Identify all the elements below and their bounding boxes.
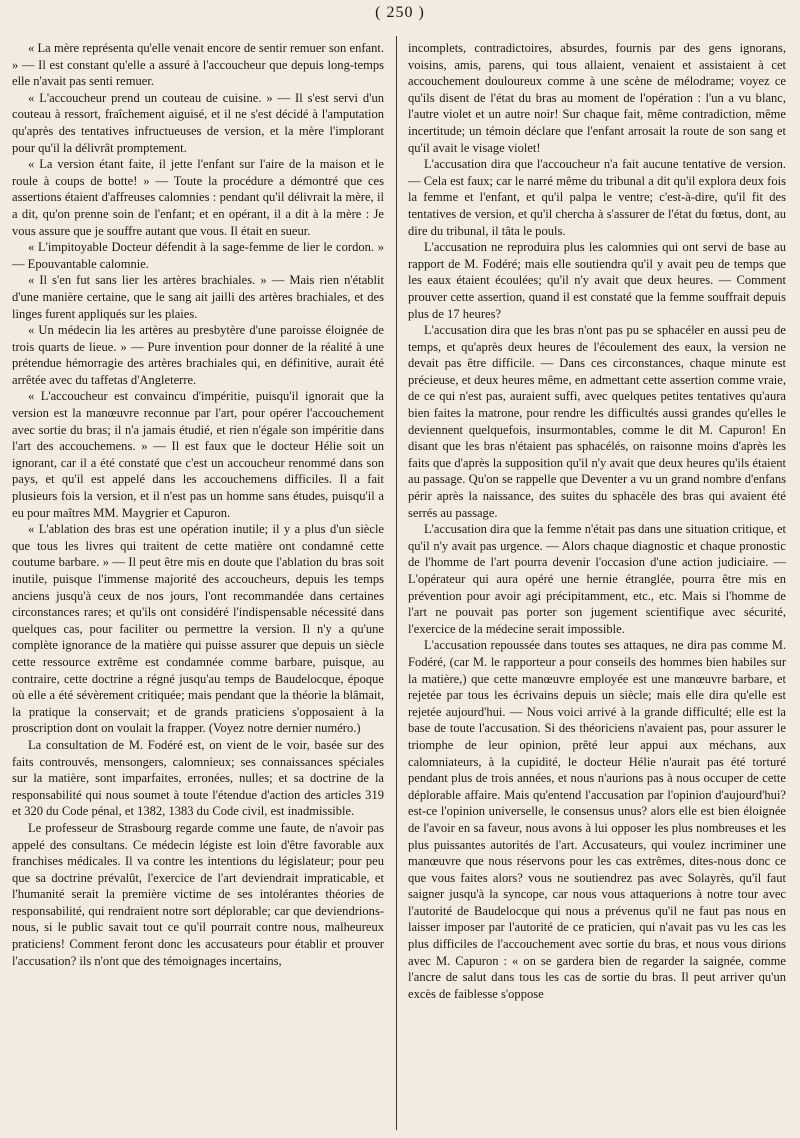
- paragraph: « Il s'en fut sans lier les artères brachiales. » — Mais rien n'établit d'une manière certaine, que le sang ait jailli des artères brachiales, et des linges furent appliqués sur les plaies.: [12, 273, 384, 321]
- paragraph: « La version étant faite, il jette l'enfant sur l'aire de la maison et le roule à coups de botte! » — Toute la procédure a démontré que ces assertions étaient d'affreuses calomnies : pendant qu'il délivrait la mère, il a dit, qu'on prenne soin de l'enfant; et en opérant, il a dit à la mère : Je vous assure que je souffre autant que vous. Il était en sueur.: [12, 157, 384, 238]
- paragraph: Le professeur de Strasbourg regarde comme une faute, de n'avoir pas appelé des consultans. Ce médecin légiste est loin d'être favorable aux franchises médicales. Il va contre les intentions du législateur; pour peu que sa doctrine prévalût, l'exercice de l'art deviendrait impraticable, et l'humanité serait la première victime de ses intolérantes théories de responsabilité, qui rendraient notre sort déplorable; car que deviendrions-nous, si le public savait tout ce qu'il pourrait contre nous, malheureux praticiens! Comment feront donc les accusateurs pour établir et prouver l'accusation? ils n'ont que des témoignages incertains,: [12, 820, 384, 968]
- paragraph: « L'accoucheur est convaincu d'impéritie, puisqu'il ignorait que la version est la manœuvre reconnue par l'art, pour opérer l'accouchement avec sortie du bras; il n'a jamais étudié, et rien n'égale son impéritie dans l'art des accouchemens. » — Il est faux que le docteur Hélie soit un ignorant, car il a été constaté que c'est un accoucheur renommé dans son pays, et qu'il est appelé dans les accouchemens difficiles. Il a fait plusieurs fois la version, et il n'est pas un homme sans études, puisqu'il a eu pour maîtres MM. Maygrier et Capuron.: [12, 389, 384, 520]
- page-number: ( 250 ): [375, 4, 425, 21]
- paragraph: L'accusation dira que les bras n'ont pas pu se sphacéler en aussi peu de temps, et qu'après deux heures de l'écoulement des eaux, la version ne devait pas être difficile. — Dans ces circonstances, chaque minute est précieuse, et deux heures même, en admettant cette assertion comme vraie, de ce qui n'est pas, auraient suffi, avec quelques petites tentatives qu'aura bien faites la matrone, pour rendre les difficultés aussi grandes qu'elles le deviennent quelquefois, insurmontables, comme le dit M. Capuron! En disant que les bras n'étaient pas sphacélés, on raisonne moins d'après les faits que d'après la supposition qu'il n'y avait que deux heures qu'ils étaient au passage. Qu'on se rappelle que Deventer a vu un grand nombre d'enfans périr après la naissance, des suites du sphacèle des bras qui avaient été serrés au passage.: [408, 323, 786, 520]
- paragraph: incomplets, contradictoires, absurdes, fournis par des gens ignorans, voisins, amis, parens, qui tous allaient, venaient et assistaient à cet accouchement douloureux comme à une scène de mélodrame; voyez ce qu'ils disent de l'état du bras au moment de l'opération : l'un a vu blanc, l'autre violet et un autre noir! Sur chaque fait, même contradiction, même incertitude; un témoin déclare que l'enfant arrosait la route de son sang et qu'il avait le visage violet!: [408, 41, 786, 155]
- paragraph: L'accusation dira que l'accoucheur n'a fait aucune tentative de version. — Cela est faux; car le narré même du tribunal a dit qu'il explora deux fois la femme et l'enfant, et qu'il palpa le ventre; c'est-à-dire, qu'il fit des tentatives de version, et qu'il chercha à s'assurer de l'état du fœtus, dont, au dire du tribunal, il tâta le pouls.: [408, 157, 786, 238]
- column-divider: [396, 36, 397, 1130]
- paragraph: « L'accoucheur prend un couteau de cuisine. » — Il s'est servi d'un couteau à ressort, fraîchement aiguisé, et il ne s'est décidé à l'amputation qu'après des tentatives infructueuses de version, et la mère l'implorant pour qu'il la délivrât promptement.: [12, 90, 384, 155]
- left-column: [12, 40, 384, 969]
- paragraph: L'accusation ne reproduira plus les calomnies qui ont servi de base au rapport de M. Fodéré; mais elle soutiendra qu'il y avait peu de temps que les eaux étaient écoulées; qu'il n'y avait que deux heures. — Comment prouver cette assertion, quand il est constaté que la femme souffrait depuis plus de 17 heures?: [408, 240, 786, 321]
- paragraph: « La mère représenta qu'elle venait encore de sentir remuer son enfant. » — Il est constant qu'elle a assuré à l'accoucheur que depuis long-temps elle n'avait pas senti remuer.: [12, 41, 384, 89]
- paragraph: L'accusation dira que la femme n'était pas dans une situation critique, et qu'il n'y avait pas urgence. — Alors chaque diagnostic et chaque pronostic de l'homme de l'art pourra devenir l'occasion d'une action judiciaire. — L'opérateur qui aura opéré une hernie étranglée, pourra être mis en prévention pour avoir agi précipitamment, etc., etc. Mais si l'homme de l'art ne pouvait pas porter son jugement scientifique avec sécurité, l'exercice de la médecine serait impossible.: [408, 522, 786, 636]
- paragraph: « L'ablation des bras est une opération inutile; il y a plus d'un siècle que tous les livres qui traitent de cette matière ont condamné cette coutume barbare. » — Il peut être mis en doute que l'ablation du bras soit inutile, puisque l'immense majorité des accoucheurs, depuis les temps anciens jusqu'à ceux de nos jours, l'ont recommandée dans certaines circonstances rares; et qu'ils ont considéré l'indispensable nécessité dans quelques cas, pour faciliter ou permettre la version. Il n'y a qu'une complète ignorance de la matière qui puisse assurer que depuis un siècle cette ressource extrême est condamnée comme barbare, puisque, au contraire, cette doctrine a régné jusqu'au temps de Baudelocque, époque où elle a été sévèrement critiquée; mais pendant que la théorie la blâmait, la pratique la conservait; et de grands praticiens s'opposaient à la proscription dont on voulait la frapper. (Voyez notre dernier numéro.): [12, 522, 384, 736]
- paragraph: L'accusation repoussée dans toutes ses attaques, ne dira pas comme M. Fodéré, (car M. le rapporteur a pour conseils des hommes bien habiles sur la matière,) que cette manœuvre employée est une manœuvre barbare, et rejetée par tous les écrivains depuis un siècle; mais elle dira qu'elle est rejetée aujourd'hui. — Nous voici arrivé à la grande difficulté; elle est la base de toute l'accusation. Si des théoriciens n'avaient pas, pour assurer le triomphe de leur opinion, prêté leur appui aux méchans, aux calomniateurs, à la cupidité, le docteur Hélie n'aurait pas été torturé pendant plus de trois années, et nous n'aurions pas à nous occuper de cette déplorable affaire. Mais qu'entend l'accusation par l'opinion d'aujourd'hui? est-ce l'opinion universelle, le consensus unus? alors elle est bien éloignée de l'avoir en sa faveur, nous avons à lui opposer les plus nombreuses et les plus puissantes autorités de l'art. Accusateurs, qui voulez incriminer une manœuvre que nous réservons pour les cas extrêmes, dites-nous donc ce que vous faites alors? vous ne soutiendrez pas avec Solayrès, qu'il faut saigner jusqu'à la syncope, car nous vous attaquerions à notre tour avec l'autorité de Baudelocque qui nous a prévenus qu'il ne faut pas nous en laisser imposer par l'autorité de ce praticien, qui n'avait pas vu les cas les plus difficiles de l'accouchement avec sortie du bras, et nous vous dirions avec M. Capuron : « on se gardera bien de regarder la saignée, comme l'ancre de salut dans tous les cas de sortie du bras. Il peut arriver qu'un excès de faiblesse s'oppose: [408, 638, 786, 1001]
- paragraph: La consultation de M. Fodéré est, on vient de le voir, basée sur des faits controuvés, mensongers, calomnieux; ses connaissances spéciales sur la matière, sont imparfaites, erronées, nulles; et sa doctrine de la responsabilité qui nous soumet à toute l'étendue d'action des articles 319 et 320 du Code pénal, et 1382, 1383 du Code civil, est inadmissible.: [12, 737, 384, 819]
- paragraph: « L'impitoyable Docteur défendit à la sage-femme de lier le cordon. » — Epouvantable calomnie.: [12, 240, 384, 271]
- right-column: [408, 40, 786, 1002]
- paragraph: « Un médecin lia les artères au presbytère d'une paroisse éloignée de trois quarts de lieue. » — Pure invention pour donner de la réalité à une prétendue hémorragie des artères brachiales qui, en définitive, aurait été arrêtée avec du taffetas d'Angleterre.: [12, 323, 384, 387]
